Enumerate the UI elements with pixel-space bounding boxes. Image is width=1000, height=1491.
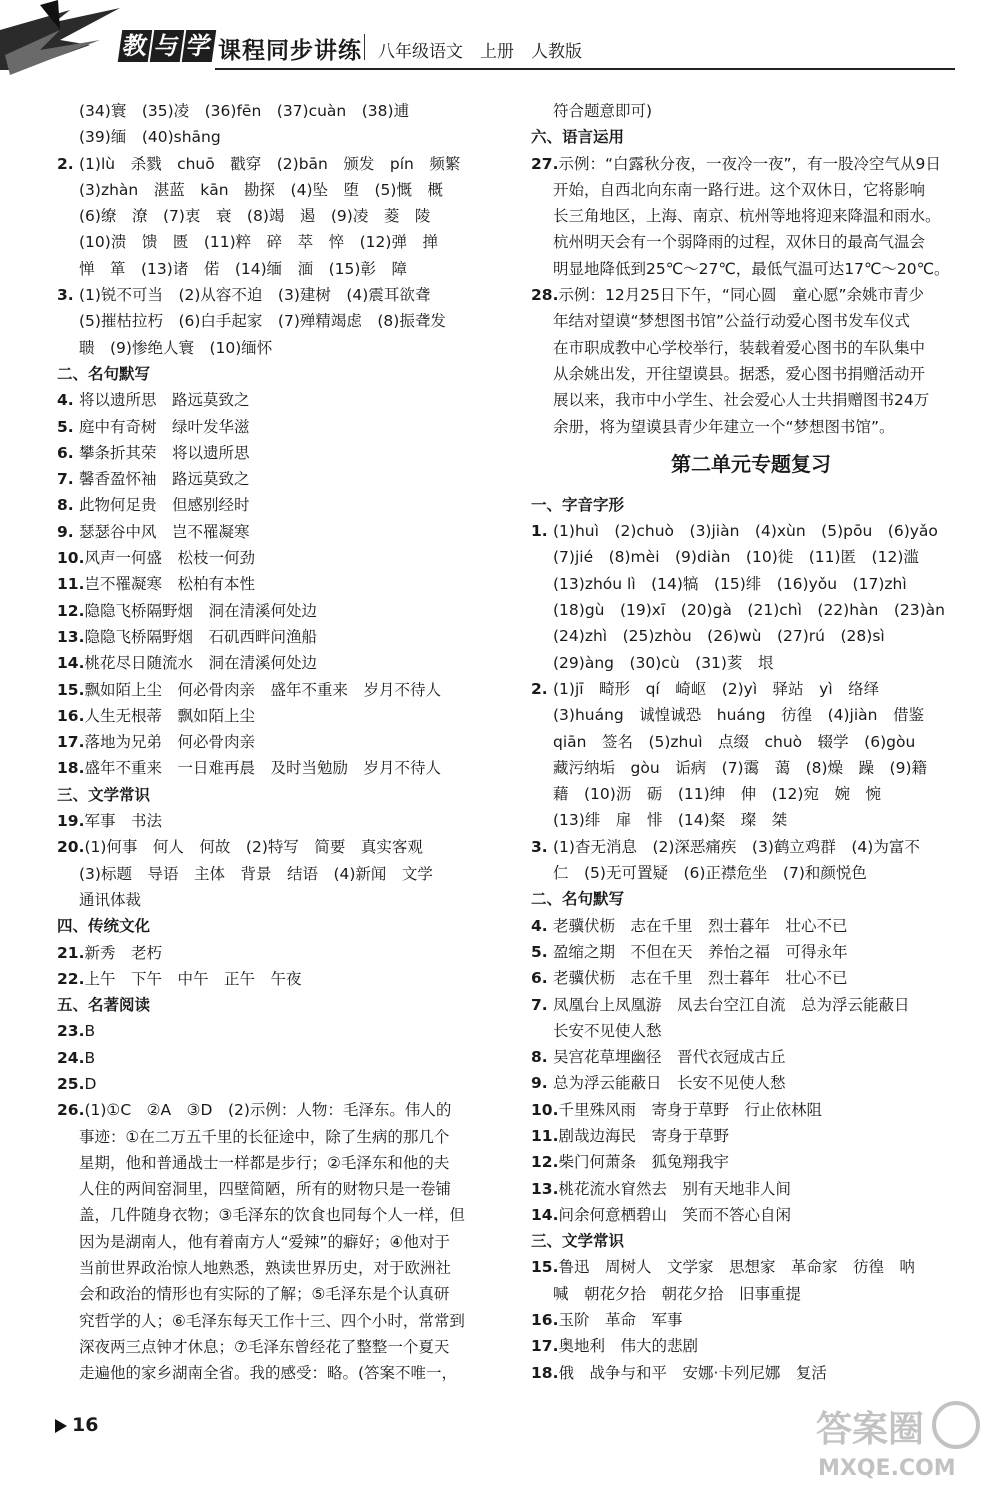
watermark-title: 答案圈	[816, 1409, 925, 1450]
answer-continuation: 因为是湖南人，他有着南方人“爱辣”的癖好；④他对于	[79, 1232, 450, 1251]
item-number: 11.	[531, 1126, 559, 1145]
logo-char: 与	[150, 30, 184, 62]
item-text: B	[84, 1048, 96, 1067]
answer-continuation: 星期，他和普通战士一样都是步行；②毛泽东和他的夫	[79, 1153, 450, 1172]
answer-item	[531, 834, 971, 860]
answer-continuation: (34)寰 (35)凌 (36)fēn (37)cuàn (38)逋	[79, 102, 410, 120]
item-number: 8.	[57, 496, 74, 515]
header-divider	[364, 34, 365, 60]
item-text: 此物何足贵 但感别经时	[79, 496, 250, 515]
answer-continuation: 杭州明天会有一个弱降雨的过程，双休日的最高气温会	[553, 233, 926, 252]
item-number: 5.	[531, 942, 548, 961]
answer-item	[531, 913, 971, 939]
item-number: 4.	[57, 391, 74, 410]
answer-item	[57, 1018, 487, 1044]
answer-continuation: 惮 箪 (13)诸 偌 (14)缅 湎 (15)彰 障	[79, 259, 407, 278]
item-number: 6.	[57, 443, 74, 462]
logo-char: 学	[182, 30, 216, 62]
answer-continuation: (24)zhì (25)zhòu (26)wù (27)rú (28)sì	[553, 627, 885, 646]
item-text: (1)jī 畸形 qí 崎岖 (2)yì 驿站 yì 络绎	[553, 679, 880, 698]
item-text: 千里殊风雨 寄身于草野 行止依林阻	[558, 1100, 822, 1119]
page-arrow-icon	[55, 1419, 67, 1433]
answer-item	[57, 650, 487, 676]
item-number: 8.	[531, 1048, 548, 1067]
item-text: 老骥伏枥 志在千里 烈士暮年 壮心不已	[553, 916, 848, 935]
answer-continuation: 藉 (10)沥 砺 (11)绅 伸 (12)宛 婉 惋	[553, 785, 881, 804]
item-text: 人生无根蒂 飘如陌上尘	[84, 706, 255, 725]
answer-item	[57, 729, 487, 755]
item-number: 24.	[57, 1048, 85, 1067]
answer-item	[57, 598, 487, 624]
item-number: 12.	[57, 601, 85, 620]
answer-continuation: (7)jié (8)mèi (9)diàn (10)徙 (11)匿 (12)滥	[553, 548, 919, 567]
answer-continuation: 通讯体裁	[79, 890, 142, 909]
answer-continuation: (6)缭 潦 (7)衷 衰 (8)竭 遏 (9)凌 菱 陵	[79, 207, 431, 226]
watermark	[808, 1395, 988, 1483]
answer-continuation: 开始，自西北向东南一路行进。这个双休日，它将影响	[553, 180, 926, 199]
answer-continuation: 当前世界政治惊人地熟悉，熟读世界历史，对于欧洲社	[79, 1259, 452, 1278]
answer-item	[531, 1149, 971, 1175]
item-number: 13.	[57, 627, 85, 646]
item-text: 凤凰台上凤凰游 凤去台空江自流 总为浮云能蔽日	[553, 995, 910, 1014]
section-heading: 二、名句默写	[57, 364, 151, 383]
item-number: 28.	[531, 286, 559, 305]
item-text: B	[84, 1022, 96, 1041]
item-number: 1.	[531, 522, 548, 541]
item-number: 18.	[57, 759, 85, 778]
answer-item	[57, 1071, 487, 1097]
answer-continuation: 深夜两三点钟才休息；⑦毛泽东曾经花了整整一个夏天	[79, 1337, 450, 1356]
item-number: 20.	[57, 838, 85, 857]
answer-item	[531, 1097, 971, 1123]
answer-item	[531, 1070, 971, 1096]
answer-item	[57, 571, 487, 597]
section-heading: 三、文学常识	[531, 1232, 625, 1251]
answer-item	[57, 1097, 487, 1123]
item-text: 瑟瑟谷中风 岂不罹凝寒	[79, 522, 250, 541]
watermark-url: MXQE.COM	[818, 1456, 956, 1481]
answer-item	[57, 282, 487, 308]
answer-item	[57, 545, 487, 571]
answer-continuation: (13)绯 扉 悱 (14)粲 璨 桀	[553, 811, 788, 830]
section-heading: 一、字音字形	[531, 495, 625, 514]
item-number: 15.	[531, 1258, 559, 1277]
item-text: 吴宫花草埋幽径 晋代衣冠成古丘	[553, 1048, 786, 1067]
answer-continuation: (3)zhàn 湛蓝 kān 勘探 (4)坠 堕 (5)慨 概	[79, 180, 443, 199]
answer-continuation: (3)标题 导语 主体 背景 结语 (4)新闻 文学	[79, 864, 433, 883]
logo	[120, 30, 214, 62]
answer-continuation: 长安不见使人愁	[553, 1021, 662, 1040]
item-text: 桃花流水窅然去 别有天地非人间	[558, 1179, 791, 1198]
answer-item	[57, 755, 487, 781]
item-text: 桃花尽日随流水 洞在清溪何处边	[84, 654, 317, 673]
answer-continuation: (18)gù (19)xī (20)gà (21)chì (22)hàn (23)àn	[553, 601, 946, 620]
item-number: 6.	[531, 969, 548, 988]
answer-continuation: 藏污纳垢 gòu 诟病 (7)霭 蔼 (8)燥 躁 (9)籍	[553, 758, 928, 777]
section-heading: 三、文学常识	[57, 785, 151, 804]
answer-item	[531, 518, 971, 544]
item-number: 14.	[57, 654, 85, 673]
answer-item	[57, 492, 487, 518]
answer-continuation: 究哲学的人；⑥毛泽东每天工作十三、四个小时，常常到	[79, 1311, 465, 1330]
item-text: 总为浮云能蔽日 长安不见使人愁	[553, 1074, 786, 1093]
item-text: (1)杳无消息 (2)深恶痛疾 (3)鹤立鸡群 (4)为富不	[553, 837, 920, 856]
header-rule	[215, 68, 955, 70]
answer-item	[531, 1044, 971, 1070]
grade-info: 八年级语文 上册 人教版	[378, 42, 582, 62]
item-text: 隐隐飞桥隔野烟 石矶西畔问渔船	[84, 627, 317, 646]
answer-continuation: 在市职成教中心学校举行，装载着爱心图书的车队集中	[553, 338, 926, 357]
logo-char: 教	[118, 30, 152, 62]
item-number: 4.	[531, 916, 548, 935]
item-text: 示例：“白露秋分夜，一夜冷一夜”，有一股冷空气从9日	[558, 154, 941, 173]
answer-continuation: 从余姚出发，开往望谟县。据悉，爱心图书捐赠活动开	[553, 364, 926, 383]
answer-item	[57, 703, 487, 729]
item-number: 21.	[57, 943, 85, 962]
answer-continuation: 聩 (9)惨绝人寰 (10)缅怀	[79, 338, 273, 357]
answer-continuation: 余册，将为望谟县青少年建立一个“梦想图书馆”。	[553, 417, 895, 436]
item-text: D	[84, 1074, 97, 1093]
item-text: 风声一何盛 松枝一何劲	[84, 549, 255, 568]
answer-item	[531, 1360, 971, 1386]
unit-title: 第二单元专题复习	[671, 451, 831, 476]
item-text: 岂不罹凝寒 松柏有本性	[84, 575, 255, 594]
answer-item	[531, 1202, 971, 1228]
answer-continuation: 长三角地区，上海、南京、杭州等地将迎来降温和雨水。	[553, 207, 941, 226]
item-number: 9.	[57, 522, 74, 541]
item-number: 10.	[531, 1100, 559, 1119]
answer-item	[57, 1045, 487, 1071]
item-text: 柴门何萧条 狐兔翔我宇	[558, 1153, 729, 1172]
answer-item	[531, 282, 971, 308]
item-text: 老骥伏枥 志在千里 烈士暮年 壮心不已	[553, 969, 848, 988]
answer-continuation: qiān 签名 (5)zhuì 点缀 chuò 辍学 (6)gòu	[553, 732, 916, 751]
answer-item	[531, 992, 971, 1018]
answer-continuation: 明显地降低到25℃～27℃，最低气温可达17℃～20℃。	[553, 259, 950, 278]
answer-item	[531, 1307, 971, 1333]
answer-item	[57, 834, 487, 860]
answer-item	[57, 519, 487, 545]
item-text: 问余何意栖碧山 笑而不答心自闲	[558, 1205, 791, 1224]
answer-item	[531, 1254, 971, 1280]
answer-item	[57, 414, 487, 440]
answer-item	[57, 466, 487, 492]
item-text: 示例：12月25日下午，“同心圆 童心愿”余姚市青少	[558, 286, 924, 305]
item-text: 隐隐飞桥隔野烟 洞在清溪何处边	[84, 601, 317, 620]
answer-continuation: (10)溃 馈 匮 (11)粹 碎 萃 悴 (12)弹 掸	[79, 233, 438, 252]
item-number: 7.	[531, 995, 548, 1014]
answer-continuation: 走遍他的家乡湖南全省。我的感受：略。(答案不唯一，	[79, 1364, 458, 1383]
item-number: 11.	[57, 575, 85, 594]
answer-item	[57, 940, 487, 966]
page-number: 16	[72, 1414, 99, 1436]
section-heading: 六、语言运用	[531, 128, 625, 147]
answer-item	[531, 151, 971, 177]
item-number: 25.	[57, 1074, 85, 1093]
answer-continuation: 仁 (5)无可置疑 (6)正襟危坐 (7)和颜悦色	[553, 864, 867, 883]
item-text: 庭中有奇树 绿叶发华滋	[79, 417, 250, 436]
item-number: 10.	[57, 549, 85, 568]
item-text: 剧哉边海民 寄身于草野	[558, 1126, 729, 1145]
answer-item	[57, 966, 487, 992]
item-text: 俄 战争与和平 安娜·卡列尼娜 复活	[558, 1363, 827, 1382]
item-number: 17.	[57, 733, 85, 752]
answer-continuation: 喊 朝花夕拾 朝花夕拾 旧事重提	[553, 1284, 802, 1303]
item-number: 13.	[531, 1179, 559, 1198]
item-number: 2.	[57, 154, 74, 173]
answer-continuation: (5)摧枯拉朽 (6)白手起家 (7)殚精竭虑 (8)振聋发	[79, 312, 446, 331]
left-column	[57, 98, 487, 1387]
answer-item	[57, 677, 487, 703]
item-text: 奥地利 伟大的悲剧	[558, 1337, 698, 1356]
answer-continuation: 事迹：①在二万五千里的长征途中，除了生病的那几个	[79, 1127, 450, 1146]
answer-continuation: 符合题意即可)	[553, 102, 653, 120]
section-heading: 二、名句默写	[531, 890, 625, 909]
answer-item	[531, 676, 971, 702]
answer-continuation: 年结对望谟“梦想图书馆”公益行动爱心图书发车仪式	[553, 312, 911, 331]
item-number: 12.	[531, 1153, 559, 1172]
answer-item	[57, 808, 487, 834]
answer-continuation: 会和政治的情形也有实际的了解；⑤毛泽东是个认真研	[79, 1285, 450, 1304]
item-text: 玉阶 革命 军事	[558, 1311, 683, 1330]
answer-item	[531, 1333, 971, 1359]
answer-item	[531, 939, 971, 965]
item-number: 9.	[531, 1074, 548, 1093]
answer-continuation: 盖，几件随身衣物；③毛泽东的饮食也同每个人一样，但	[79, 1206, 465, 1225]
item-text: 飘如陌上尘 何必骨肉亲 盛年不重来 岁月不待人	[84, 680, 441, 699]
item-text: (1)huì (2)chuò (3)jiàn (4)xùn (5)pōu (6)yǎo	[553, 522, 938, 541]
item-number: 22.	[57, 969, 85, 988]
item-number: 18.	[531, 1363, 559, 1382]
answer-continuation: (13)zhóu lì (14)犒 (15)绯 (16)yǒu (17)zhì	[553, 574, 907, 593]
item-text: 将以遗所思 路远莫致之	[79, 391, 250, 410]
answer-continuation: 人住的两间窑洞里，四壁简陋，所有的财物只是一卷铺	[79, 1180, 452, 1199]
page-header	[0, 0, 1000, 80]
answer-item	[531, 1176, 971, 1202]
item-text: 盈缩之期 不但在天 养怡之福 可得永年	[553, 942, 848, 961]
item-text: 军事 书法	[84, 812, 162, 831]
item-number: 17.	[531, 1337, 559, 1356]
item-number: 3.	[531, 837, 548, 856]
item-text: 上午 下午 中午 正午 午夜	[84, 969, 302, 988]
item-number: 14.	[531, 1205, 559, 1224]
answer-continuation: (29)àng (30)cù (31)荄 垠	[553, 653, 774, 672]
item-text: (1)锐不可当 (2)从容不迫 (3)建树 (4)震耳欲聋	[79, 286, 431, 305]
answer-continuation: 展以来，我市中小学生、社会爱心人士共捐赠图书24万	[553, 391, 930, 410]
item-text: (1)①C ②A ③D (2)示例：人物：毛泽东。伟人的	[84, 1101, 452, 1120]
answer-item	[531, 965, 971, 991]
item-text: 新秀 老朽	[84, 943, 162, 962]
item-number: 7.	[57, 470, 74, 489]
answer-continuation: (39)缅 (40)shāng	[79, 128, 221, 147]
item-number: 27.	[531, 154, 559, 173]
answer-item	[57, 624, 487, 650]
item-number: 2.	[531, 679, 548, 698]
item-number: 16.	[531, 1311, 559, 1330]
item-number: 26.	[57, 1101, 85, 1120]
item-number: 16.	[57, 706, 85, 725]
section-heading: 四、传统文化	[57, 917, 151, 936]
answer-item	[531, 1123, 971, 1149]
answer-continuation: (3)huáng 诚惶诚恐 huáng 彷徨 (4)jiàn 借鉴	[553, 706, 924, 725]
series-title: 课程同步讲练	[218, 38, 362, 64]
item-number: 3.	[57, 286, 74, 305]
item-text: (1)何事 何人 何故 (2)特写 简要 真实客观	[84, 838, 423, 857]
item-number: 15.	[57, 680, 85, 699]
item-text: 鲁迅 周树人 文学家 思想家 革命家 彷徨 呐	[558, 1258, 915, 1277]
answer-item	[57, 387, 487, 413]
item-number: 23.	[57, 1022, 85, 1041]
section-heading: 五、名著阅读	[57, 996, 151, 1015]
item-number: 5.	[57, 417, 74, 436]
item-text: 落地为兄弟 何必骨肉亲	[84, 733, 255, 752]
item-text: 攀条折其荣 将以遗所思	[79, 443, 250, 462]
item-text: 馨香盈怀袖 路远莫致之	[79, 470, 250, 489]
item-text: (1)lù 杀戮 chuō 戳穿 (2)bān 颁发 pín 频繁	[79, 154, 461, 173]
item-text: 盛年不重来 一日难再晨 及时当勉励 岁月不待人	[84, 759, 441, 778]
answer-item	[57, 440, 487, 466]
right-column	[531, 98, 971, 1386]
header-decoration-icon	[0, 0, 130, 80]
item-number: 19.	[57, 812, 85, 831]
answer-item	[57, 151, 487, 177]
